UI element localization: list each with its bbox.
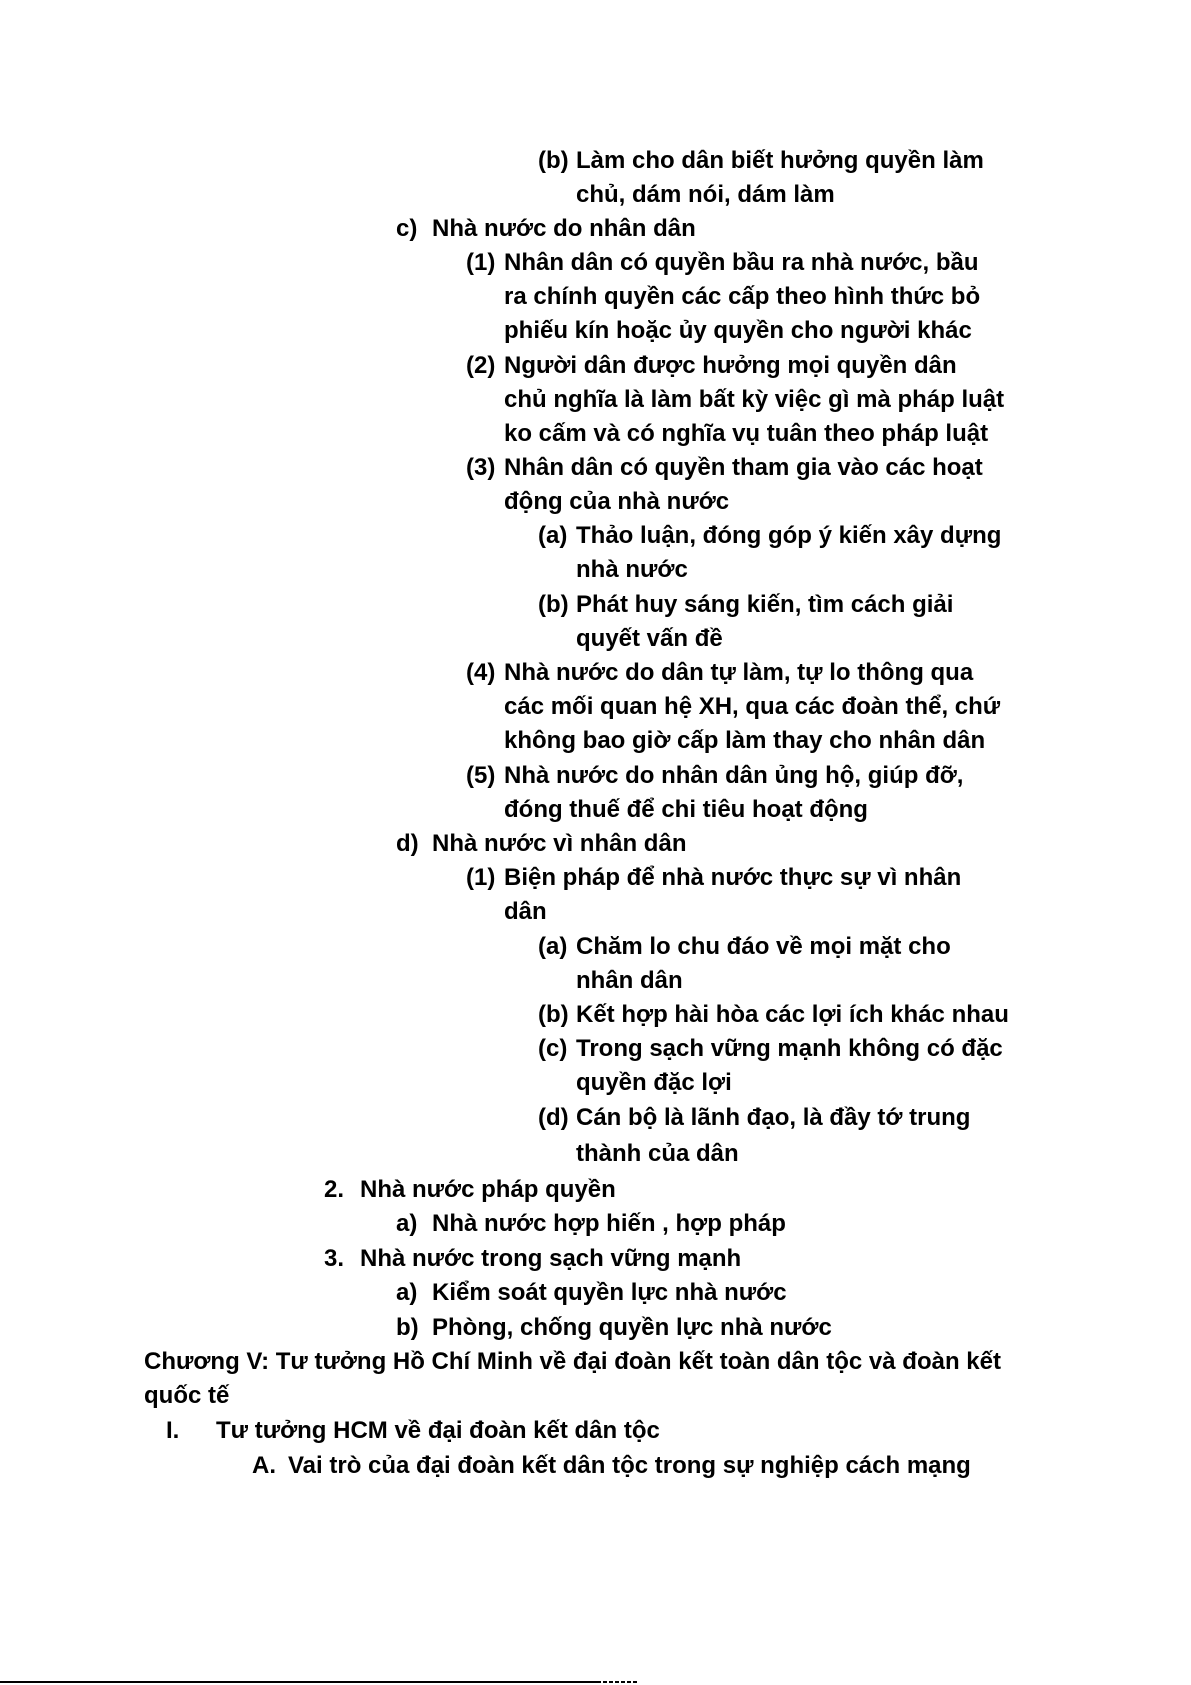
list-marker: (2) xyxy=(466,352,496,379)
list-marker: (d) xyxy=(538,1104,569,1131)
list-item-continuation: quyền đặc lợi xyxy=(576,1069,732,1096)
list-text: Người dân được hưởng mọi quyền dân xyxy=(504,352,957,379)
list-item-continuation: chủ, dám nói, dám làm xyxy=(576,181,835,208)
list-text: Nhà nước vì nhân dân xyxy=(432,830,687,857)
list-text: Nhà nước do nhân dân ủng hộ, giúp đỡ, xyxy=(504,762,964,789)
list-marker: (1) xyxy=(466,249,496,276)
list-item-continuation: ra chính quyền các cấp theo hình thức bỏ xyxy=(504,283,981,310)
list-item-continuation: động của nhà nước xyxy=(504,488,730,515)
list-item-continuation: nhà nước xyxy=(576,556,688,583)
list-marker: (5) xyxy=(466,762,496,789)
list-item-continuation: phiếu kín hoặc ủy quyền cho người khác xyxy=(504,317,972,344)
subsection-marker: A. xyxy=(252,1452,276,1479)
list-item-continuation: dân xyxy=(504,898,547,925)
list-text: Kết hợp hài hòa các lợi ích khác nhau xyxy=(576,1001,1009,1028)
page-bottom-rule xyxy=(0,1681,635,1683)
chapter-heading: Chương V: Tư tưởng Hồ Chí Minh về đại đoàn kết toàn dân tộc và đoàn kết quốc tế xyxy=(144,1348,1001,1409)
list-marker: d) xyxy=(396,830,419,857)
section-text: Tư tưởng HCM về đại đoàn kết dân tộc xyxy=(216,1417,660,1444)
list-item-continuation: đóng thuế để chi tiêu hoạt động xyxy=(504,796,868,823)
list-text: Kiểm soát quyền lực nhà nước xyxy=(432,1279,787,1306)
list-marker: 3. xyxy=(324,1245,345,1272)
list-text: Trong sạch vững mạnh không có đặc xyxy=(576,1035,1003,1062)
list-marker: b) xyxy=(396,1314,419,1341)
list-marker: c) xyxy=(396,215,418,242)
list-text: Nhân dân có quyền tham gia vào các hoạt xyxy=(504,454,983,481)
list-text: Phát huy sáng kiến, tìm cách giải xyxy=(576,591,954,618)
list-marker: (a) xyxy=(538,522,568,549)
list-text: Thảo luận, đóng góp ý kiến xây dựng xyxy=(576,522,1002,549)
list-item-continuation: thành của dân xyxy=(576,1140,739,1167)
list-marker: (1) xyxy=(466,864,496,891)
list-text: Nhà nước trong sạch vững mạnh xyxy=(360,1245,742,1272)
list-item-continuation: nhân dân xyxy=(576,967,683,994)
list-text: Nhà nước do nhân dân xyxy=(432,215,696,242)
list-text: Nhân dân có quyền bầu ra nhà nước, bầu xyxy=(504,249,979,276)
list-text: Nhà nước do dân tự làm, tự lo thông qua xyxy=(504,659,974,686)
list-item-continuation: ko cấm và có nghĩa vụ tuân theo pháp luật xyxy=(504,420,989,447)
list-text: Cán bộ là lãnh đạo, là đầy tớ trung xyxy=(576,1104,971,1131)
list-marker: (b) xyxy=(538,147,569,174)
list-marker: (b) xyxy=(538,591,569,618)
list-marker: (4) xyxy=(466,659,496,686)
list-text: Biện pháp để nhà nước thực sự vì nhân xyxy=(504,864,962,891)
list-marker: (c) xyxy=(538,1035,568,1062)
list-marker: a) xyxy=(396,1279,418,1306)
list-item-continuation: quyết vấn đề xyxy=(576,625,723,652)
list-text: Làm cho dân biết hưởng quyền làm xyxy=(576,147,984,174)
list-item-continuation: chủ nghĩa là làm bất kỳ việc gì mà pháp luật xyxy=(504,386,1005,413)
list-text: Nhà nước pháp quyền xyxy=(360,1176,616,1203)
list-marker: (a) xyxy=(538,933,568,960)
list-marker: a) xyxy=(396,1210,418,1237)
subsection-text: Vai trò của đại đoàn kết dân tộc trong sự nghiệp cách mạng xyxy=(288,1452,971,1479)
list-marker: (b) xyxy=(538,1001,569,1028)
section-marker: I. xyxy=(166,1417,180,1444)
list-text: Phòng, chống quyền lực nhà nước xyxy=(432,1314,832,1341)
list-item-continuation: các mối quan hệ XH, qua các đoàn thể, chứ xyxy=(504,693,1001,720)
list-marker: 2. xyxy=(324,1176,345,1203)
list-marker: (3) xyxy=(466,454,496,481)
list-text: Nhà nước hợp hiến , hợp pháp xyxy=(432,1210,786,1237)
page-bottom-rule-tail xyxy=(597,1681,637,1683)
list-item-continuation: không bao giờ cấp làm thay cho nhân dân xyxy=(504,727,986,754)
list-text: Chăm lo chu đáo về mọi mặt cho xyxy=(576,933,951,960)
